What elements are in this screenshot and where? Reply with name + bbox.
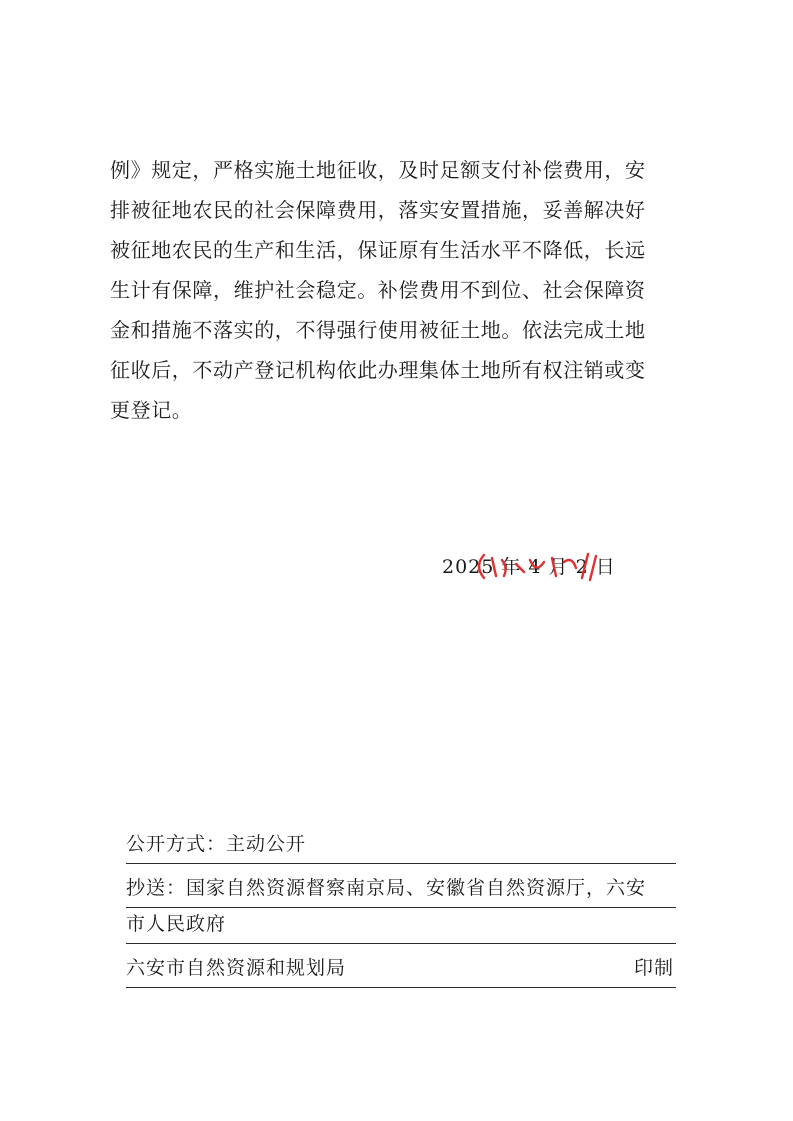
seal-stroke: [530, 560, 544, 568]
body-line: 生计有保障，维护社会稳定。补偿费用不到位、社会保障资: [110, 278, 646, 302]
body-line: 金和措施不落实的，不得强行使用被征土地。依法完成土地: [110, 318, 646, 342]
seal-stroke: [516, 564, 524, 572]
seal-stroke: [502, 560, 506, 576]
cc-text-line1: 抄送：国家自然资源督察南京局、安徽省自然资源厅，六安: [126, 877, 647, 899]
seal-stroke: [552, 558, 556, 576]
seal-arc-right: [582, 554, 588, 578]
body-line: 更登记。: [110, 398, 193, 422]
document-footer: [126, 828, 676, 988]
seal-stroke: [492, 558, 496, 576]
body-line: 被征地农民的生产和生活，保证原有生活水平不降低，长远: [110, 238, 646, 262]
seal-stroke: [564, 560, 576, 568]
body-line: 征收后，不动产登记机构依此办理集体土地所有权注销或变: [110, 358, 646, 382]
cc-text-line2: 市人民政府: [126, 913, 227, 935]
issue-date: 2025 年 4 月 2 日: [442, 556, 616, 578]
seal-arc-left: [479, 555, 484, 578]
issuer-row: [126, 952, 676, 988]
body-line: 例》规定，严格实施土地征收，及时足额支付补偿费用，安: [110, 158, 646, 182]
body-paragraph: [110, 150, 682, 430]
disclosure-text: 公开方式：主动公开: [126, 833, 307, 855]
cc-row: [126, 872, 676, 908]
body-line: 排被征地农民的社会保障费用，落实安置措施，妥善解决好: [110, 198, 646, 222]
printed-label: 印制: [633, 957, 674, 979]
disclosure-row: [126, 828, 676, 864]
issuer-name: 六安市自然资源和规划局: [126, 957, 347, 979]
official-seal-stamp: [472, 550, 604, 582]
cc-row-continued: [126, 908, 676, 944]
seal-arc-right: [590, 556, 596, 580]
